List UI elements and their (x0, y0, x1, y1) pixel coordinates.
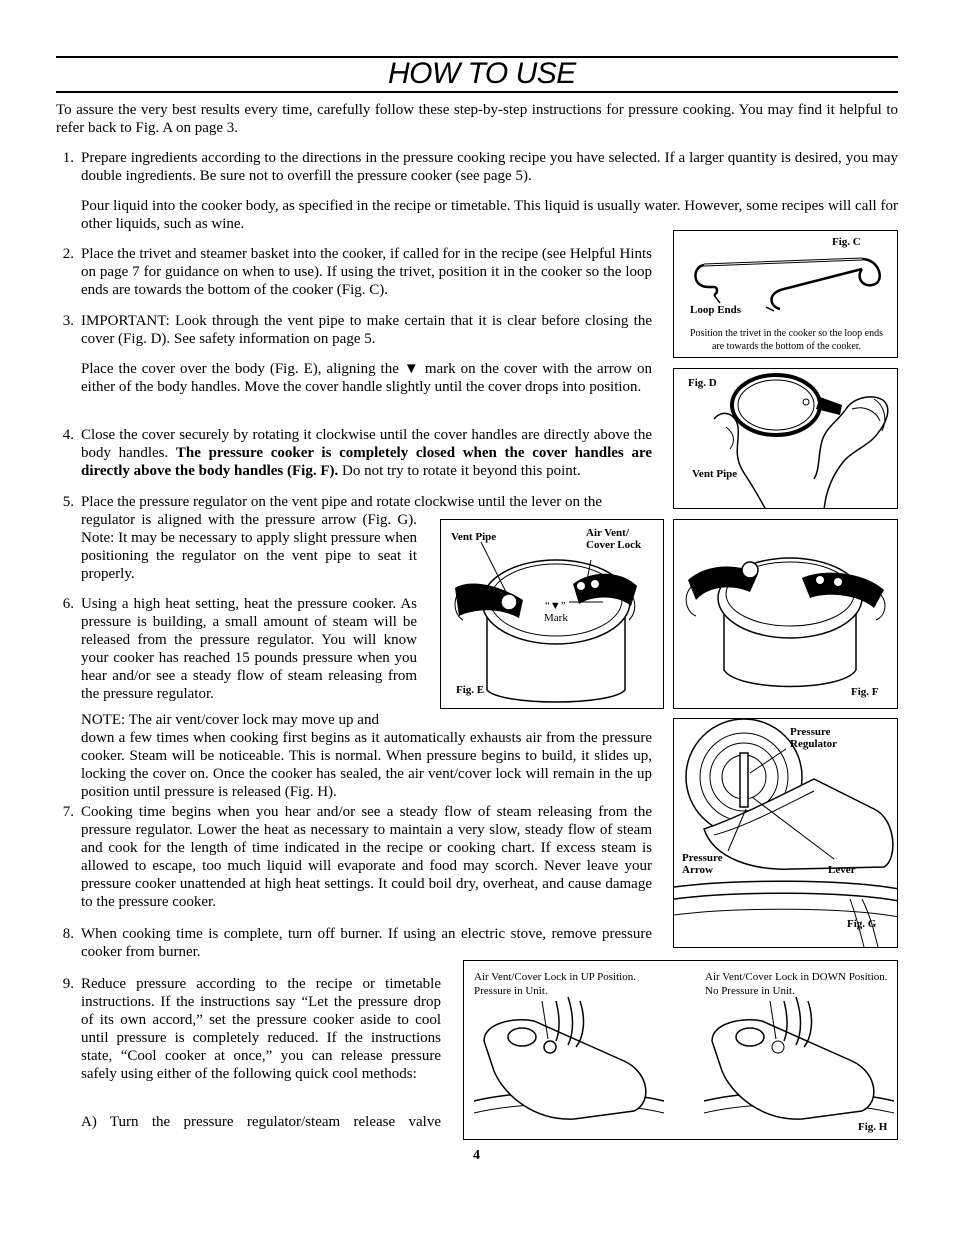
step-5-text-a: Place the pressure regulator on the vent pipe and rotate clockwise until the lever on the (81, 494, 603, 510)
step-3-number: 3. (62, 313, 74, 329)
fig-g-label: Fig. G (847, 918, 877, 930)
step-4-text-a: Close the cover securely by rotating it clockwise until the cover handles are directly above the body handles. (81, 427, 652, 461)
fig-h-caption-up: Air Vent/Cover Lock in UP Position. Pressure in Unit. (474, 971, 636, 997)
page-number: 4 (473, 1148, 480, 1163)
fig-h-label: Fig. H (858, 1121, 888, 1133)
step-6-number: 6. (62, 596, 74, 612)
fig-e-mark-word: Mark (544, 612, 568, 624)
fig-h-caption-down: Air Vent/Cover Lock in DOWN Position. No Pressure in Unit. (705, 971, 888, 997)
figure-c (673, 230, 898, 358)
step-1-text: Prepare ingredients according to the directions in the pressure cooking recipe you have selected. If a larger quantity is desired, you may double ingredients. Be sure not to overfill the pressure cooker (see page 5). (81, 150, 898, 184)
fig-d-label: Fig. D (688, 377, 717, 389)
fig-e-callout-vent-pipe: Vent Pipe (451, 531, 497, 543)
fig-f-label: Fig. F (851, 686, 879, 698)
closed-cooker-illustration (674, 520, 898, 709)
step-3-text-2: Place the cover over the body (Fig. E), aligning the ▼ mark on the cover with the arrow on either of the body handles. Move the cover handle slightly until the cover drops into position. (81, 361, 652, 395)
step-2-number: 2. (62, 246, 74, 262)
intro-paragraph: To assure the very best results every time, carefully follow these step-by-step instructions for pressure cooking. You may find it helpful to refer back to Fig. A on page 3. (56, 102, 898, 136)
step-5-text-b: regulator is aligned with the pressure arrow (Fig. G). Note: It may be necessary to apply slight pressure when positioning the regulator on the vent pipe to seat it properly. (81, 512, 417, 582)
step-1-number: 1. (62, 150, 74, 166)
fig-c-callout-loop-ends: Loop Ends (690, 304, 742, 316)
step-4-text-b: Do not try to rotate it beyond this point. (338, 463, 581, 479)
fig-g-callout-lever: Lever (828, 864, 856, 876)
step-3-text: IMPORTANT: Look through the vent pipe to make certain that it is clear before closing the cover (Fig. D). See safety information on page 5. (81, 313, 652, 347)
step-7-text: Cooking time begins when you hear and/or see a steady flow of steam releasing from the pressure regulator. Lower the heat as necessary to maintain a very slow, steady flow of steam and cook for the length of time indicated in the recipe or cooking chart. If excess steam is allowed to escape, too much liquid will evaporate and food may scorch. Never leave your pressure cooker unattended at high heat settings. It could boil dry, overheat, and cause damage to the pressure cooker. (81, 804, 652, 910)
step-8-number: 8. (62, 926, 74, 942)
fig-c-label: Fig. C (832, 236, 861, 248)
fig-e-label: Fig. E (456, 684, 485, 696)
step-9-text: Reduce pressure according to the recipe or timetable instructions. If the instructions say “Let the pressure drop of its own accord,” set the pressure cooker aside to cool until pressure is completely reduced. If the instructions state, “Cool cooker at once,” you can release pressure safely using either of the following quick cool methods: (81, 976, 441, 1082)
step-5-number: 5. (62, 494, 74, 510)
vent-pipe-inspection-illustration (674, 369, 898, 509)
fig-e-callout-air-vent: Air Vent/ Cover Lock (586, 527, 642, 551)
figure-d (673, 368, 898, 509)
step-8-text: When cooking time is complete, turn off burner. If using an electric stove, remove pressure cooker from burner. (81, 926, 652, 960)
step-4-text (81, 426, 652, 480)
page-title: HOW TO USE (388, 57, 576, 90)
fig-c-caption: Position the trivet in the cooker so the loop ends are towards the bottom of the cooker. (689, 328, 884, 352)
step-7-number: 7. (62, 804, 74, 820)
step-4-number: 4. (62, 427, 74, 443)
fig-e-mark-symbol: “▼” (545, 600, 566, 612)
step-6-note-b: down a few times when cooking first begins as it automatically exhausts air from the pressure cooker. Steam will be noticeable. This is normal. When pressure begins to build, it slides up, locking the cover on. Once the cooker has sealed, the air vent/cover lock will remain in the up position until pressure is released (Fig. H). (81, 730, 652, 800)
figure-g (673, 718, 898, 948)
step-1-text-2: Pour liquid into the cooker body, as specified in the recipe or timetable. This liquid is usually water. However, some recipes will call for other liquids, such as wine. (81, 198, 898, 232)
figure-e (440, 519, 664, 709)
fig-g-callout-regulator: Pressure Regulator (790, 726, 838, 750)
regulator-alignment-illustration (674, 719, 898, 948)
fig-d-callout-vent-pipe: Vent Pipe (692, 468, 738, 480)
title-underline (56, 91, 898, 93)
figure-f (673, 519, 898, 709)
step-2-text: Place the trivet and steamer basket into the cooker, if called for in the recipe (see Helpful Hints on page 7 for guidance on when to use). If using the trivet, position it in the cooker so the loop ends are towards the bottom of the cooker (Fig. C). (81, 246, 652, 298)
step-6-note-a: NOTE: The air vent/cover lock may move up and (81, 712, 379, 728)
step-9-number: 9. (62, 976, 74, 992)
step-9-text-2: A) Turn the pressure regulator/steam release valve (81, 1114, 441, 1130)
step-6-text: Using a high heat setting, heat the pressure cooker. As pressure is building, a small amount of steam will be released from the pressure regulator. You will know your cooker has reached 15 pounds pressure when you hear and/or see a steady flow of steam releasing from the pressure regulator. (81, 596, 417, 702)
figure-h (463, 960, 898, 1140)
step-4-text-bold: The pressure cooker is completely closed when the cover handles are directly above the body handles (Fig. F). (81, 445, 652, 479)
fig-g-callout-arrow: Pressure Arrow (682, 852, 723, 876)
